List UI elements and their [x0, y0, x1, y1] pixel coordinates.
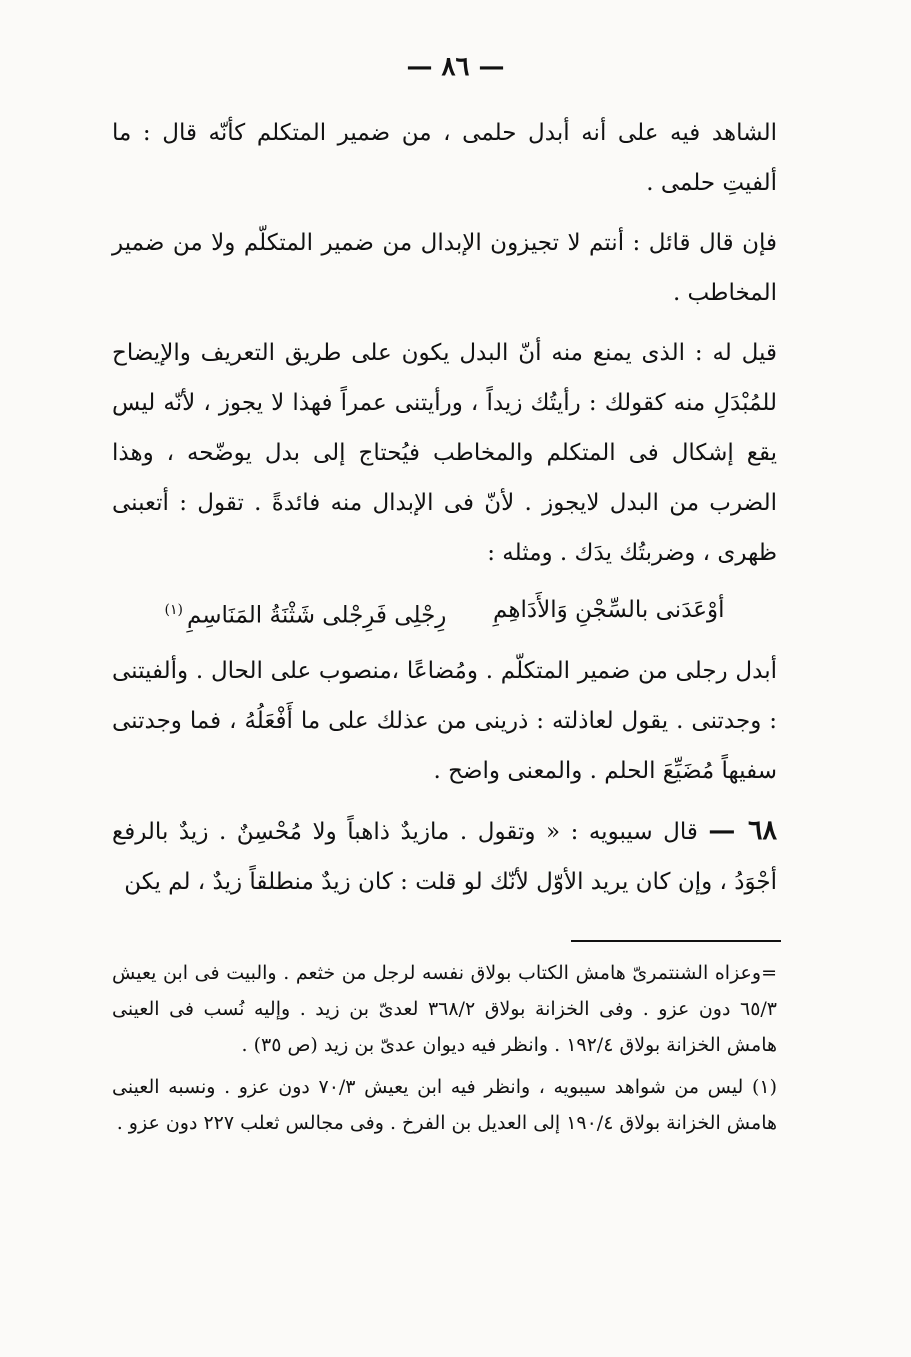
- poetry-verse: [165, 586, 725, 640]
- paragraph-1: الشاهد فيه على أنه أبدل حلمى ، من ضمير المتكلم كأنّه قال : ما ألفيتِ حلمى .: [112, 120, 777, 196]
- verse-second-hemistich: [165, 586, 447, 640]
- verse-first-hemistich: [493, 586, 724, 640]
- footnote-continued: =وعزاه الشنتمرىّ هامش الكتاب بولاق نفسه لرجل من خثعم . والبيت فى ابن يعيش ٦٥/٣ دون عزو . وفى الخزانة بولاق ٣٦٨/٢ لعدىّ بن زيد . وإليه نُسب فى العينى هامش الخزانة بولاق ١٩٢/٤ . وانظر فيه ديوان عدىّ بن زيد (ص ٣٥) .: [112, 962, 778, 1056]
- paragraph-5: [112, 806, 777, 907]
- page-number: — ٨٦ —: [406, 52, 505, 82]
- footnote-marker: (١): [164, 602, 183, 618]
- paragraph-5-text: قال سيبويه : « وتقول . مازيدٌ ذاهباً ولا مُحْسِنٌ . زيدٌ بالرفع أجْوَدُ ، وإن كان يريد الأوّل لأنّك لو قلت : كان زيدٌ منطلقاً زيدٌ ، لم يكن: [112, 818, 777, 895]
- paragraph-2: فإن قال قائل : أنتم لا تجيزون الإبدال من ضمير المتكلّم ولا من ضمير المخاطب .: [112, 230, 777, 306]
- main-text: [112, 108, 777, 907]
- footnote-1: (١) ليس من شواهد سيبويه ، وانظر فيه ابن يعيش ٧٠/٣ دون عزو . ونسبه العينى هامش الخزانة بولاق ١٩٠/٤ إلى العديل بن الفرخ . وفى مجالس ثعلب ٢٢٧ دون عزو .: [112, 1076, 777, 1134]
- verse-second-hemistich-text: رِجْلِى فَرِجْلى شَثْنَةُ المَنَاسِمِ: [186, 602, 447, 629]
- footnotes: [112, 955, 777, 1141]
- footnote-separator: [571, 940, 781, 942]
- verse-first-hemistich-text: أوْعَدَنى بالسِّجْنِ وَالأَدَاهِمِ: [493, 597, 725, 623]
- paragraph-3: قيل له : الذى يمنع منه أنّ البدل يكون على طريق التعريف والإيضاح للمُبْدَلِ منه كقولك : رأيتُك زيداً ، ورأيتنى عمراً فهذا لا يجوز ، لأنّه ليس يقع إشكال فى المتكلم والمخاطب فيُحتاج إلى بدل يوضّحه ، وهذا الضرب من البدل لايجوز . لأنّ فى الإبدال منه فائدةً . تقول : أتعبنى ظهرى ، وضربتُك يدَك . ومثله :: [112, 340, 777, 566]
- item-number: ٦٨ —: [708, 814, 777, 846]
- paragraph-4: أبدل رجلى من ضمير المتكلّم . ومُضاعًا ،منصوب على الحال . وألفيتنى : وجدتنى . يقول لعاذلته : ذرينى من عذلك على ما أَفْعَلُهُ ، فما وجدتنى سفيهاً مُضَيِّعَ الحلم . والمعنى واضح .: [112, 657, 777, 784]
